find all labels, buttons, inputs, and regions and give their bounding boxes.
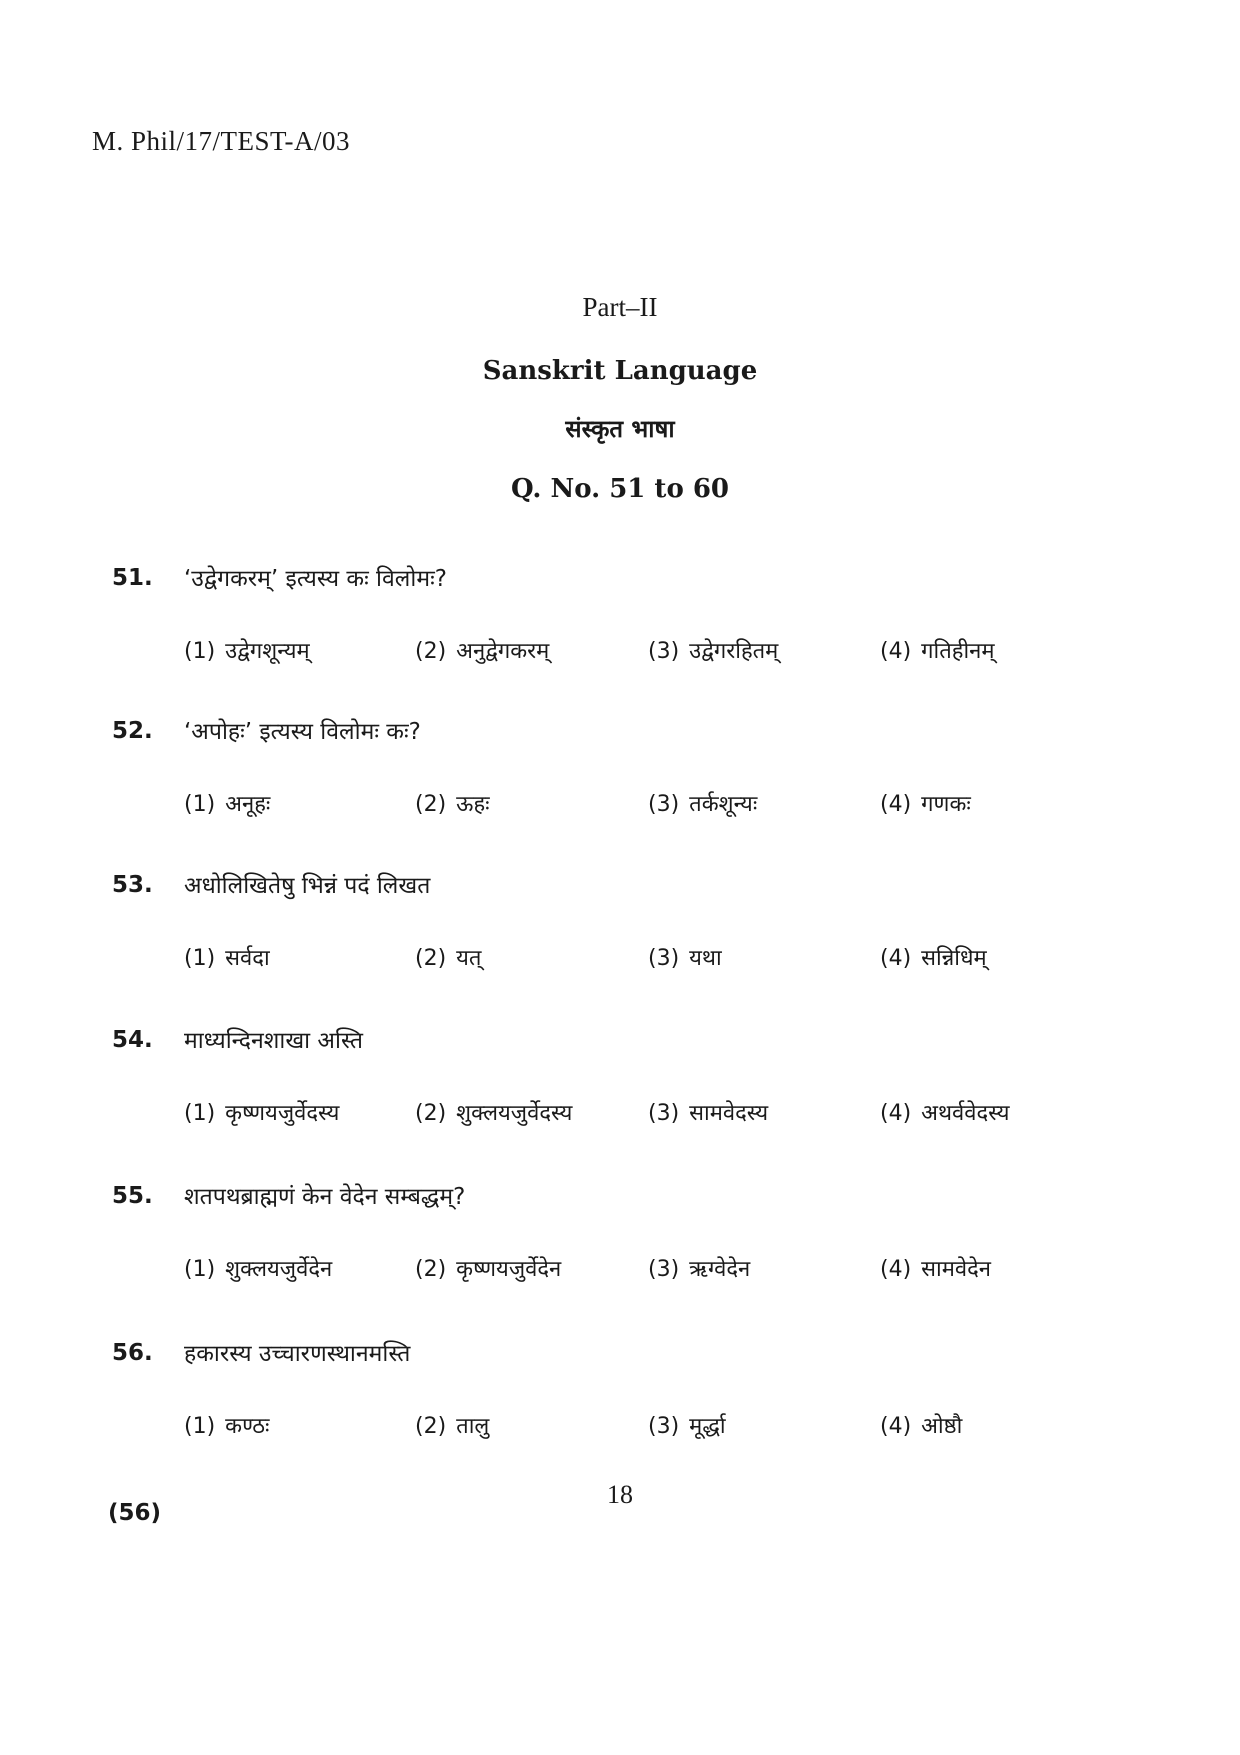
option-3 — [648, 942, 722, 972]
option-number: (3) — [648, 946, 680, 971]
option-2 — [415, 1097, 572, 1127]
option-4 — [880, 1410, 962, 1440]
option-number: (1) — [184, 946, 216, 971]
option-1 — [184, 1253, 332, 1283]
question-text: शतपथब्राह्मणं केन वेदेन सम्बद्धम्? — [184, 1184, 466, 1210]
option-number: (3) — [648, 1257, 680, 1282]
option-2 — [415, 788, 490, 818]
option-2 — [415, 635, 549, 665]
option-number: (2) — [415, 1101, 447, 1126]
option-text: तर्कशून्यः — [689, 792, 758, 817]
option-number: (3) — [648, 792, 680, 817]
question-number: 55. — [112, 1183, 153, 1209]
option-text: गणकः — [921, 792, 971, 817]
option-text: सर्वदा — [225, 946, 270, 971]
option-3 — [648, 635, 778, 665]
question-number: 54. — [112, 1027, 153, 1053]
option-number: (2) — [415, 792, 447, 817]
option-number: (2) — [415, 1414, 447, 1439]
option-3 — [648, 1097, 768, 1127]
option-text: सन्निधिम् — [921, 946, 987, 971]
part-heading: Part–II — [582, 292, 658, 322]
option-3 — [648, 788, 757, 818]
option-2 — [415, 1253, 561, 1283]
option-4 — [880, 635, 995, 665]
option-number: (4) — [880, 1414, 912, 1439]
option-1 — [184, 788, 270, 818]
question-54 — [0, 1027, 1240, 1167]
option-text: ऊहः — [456, 792, 490, 817]
question-56 — [0, 1340, 1240, 1480]
option-3 — [648, 1410, 726, 1440]
option-number: (1) — [184, 792, 216, 817]
option-text: यथा — [689, 946, 722, 971]
option-1 — [184, 635, 310, 665]
question-55 — [0, 1183, 1240, 1323]
question-number: 52. — [112, 718, 153, 744]
subject-title-hindi: संस्कृत भाषा — [565, 415, 675, 443]
option-number: (3) — [648, 1101, 680, 1126]
option-3 — [648, 1253, 750, 1283]
page-marker: (56) — [108, 1500, 162, 1526]
question-text: ‘अपोहः’ इत्यस्य विलोमः कः? — [184, 719, 421, 745]
question-text: माध्यन्दिनशाखा अस्ति — [184, 1028, 364, 1054]
option-text: शुक्लयजुर्वेदेन — [225, 1257, 333, 1282]
option-number: (1) — [184, 1257, 216, 1282]
subject-title-english: Sanskrit Language — [482, 356, 758, 386]
option-text: तालु — [456, 1414, 490, 1439]
option-number: (3) — [648, 1414, 680, 1439]
option-number: (4) — [880, 946, 912, 971]
option-1 — [184, 1097, 339, 1127]
option-text: ऋग्वेदेन — [689, 1257, 751, 1282]
option-text: मूर्द्धा — [689, 1414, 726, 1439]
option-text: अथर्ववेदस्य — [921, 1101, 1010, 1126]
paper-code: M. Phil/17/TEST-A/03 — [92, 126, 351, 156]
option-number: (3) — [648, 639, 680, 664]
option-text: अनुद्वेगकरम् — [456, 639, 550, 664]
question-53 — [0, 872, 1240, 1012]
option-number: (4) — [880, 1101, 912, 1126]
option-text: उद्वेगशून्यम् — [225, 639, 310, 664]
option-4 — [880, 942, 987, 972]
question-51 — [0, 565, 1240, 705]
question-52 — [0, 718, 1240, 858]
option-4 — [880, 788, 971, 818]
option-4 — [880, 1097, 1010, 1127]
option-number: (2) — [415, 1257, 447, 1282]
question-number: 53. — [112, 872, 153, 898]
question-text: हकारस्य उच्चारणस्थानमस्ति — [184, 1341, 411, 1367]
option-1 — [184, 942, 270, 972]
option-1 — [184, 1410, 270, 1440]
option-number: (2) — [415, 946, 447, 971]
option-text: सामवेदस्य — [689, 1101, 769, 1126]
option-text: यत् — [456, 946, 482, 971]
option-text: उद्वेगरहितम् — [689, 639, 779, 664]
option-number: (4) — [880, 792, 912, 817]
question-text: ‘उद्वेगकरम्’ इत्यस्य कः विलोमः? — [184, 566, 447, 592]
question-range: Q. No. 51 to 60 — [510, 474, 730, 504]
option-2 — [415, 942, 481, 972]
option-number: (4) — [880, 1257, 912, 1282]
question-text: अधोलिखितेषु भिन्नं पदं लिखत — [184, 873, 431, 899]
option-text: कृष्णयजुर्वेदेन — [456, 1257, 562, 1282]
option-text: ओष्ठौ — [921, 1414, 963, 1439]
option-text: शुक्लयजुर्वेदस्य — [456, 1101, 573, 1126]
option-text: गतिहीनम् — [921, 639, 995, 664]
option-text: अनूहः — [225, 792, 271, 817]
page-number: 18 — [607, 1480, 633, 1509]
option-number: (1) — [184, 639, 216, 664]
option-number: (1) — [184, 1101, 216, 1126]
question-number: 51. — [112, 565, 153, 591]
option-2 — [415, 1410, 489, 1440]
option-4 — [880, 1253, 991, 1283]
option-number: (2) — [415, 639, 447, 664]
option-number: (1) — [184, 1414, 216, 1439]
option-text: सामवेदेन — [921, 1257, 992, 1282]
option-text: कण्ठः — [225, 1414, 270, 1439]
question-number: 56. — [112, 1340, 153, 1366]
option-number: (4) — [880, 639, 912, 664]
option-text: कृष्णयजुर्वेदस्य — [225, 1101, 340, 1126]
